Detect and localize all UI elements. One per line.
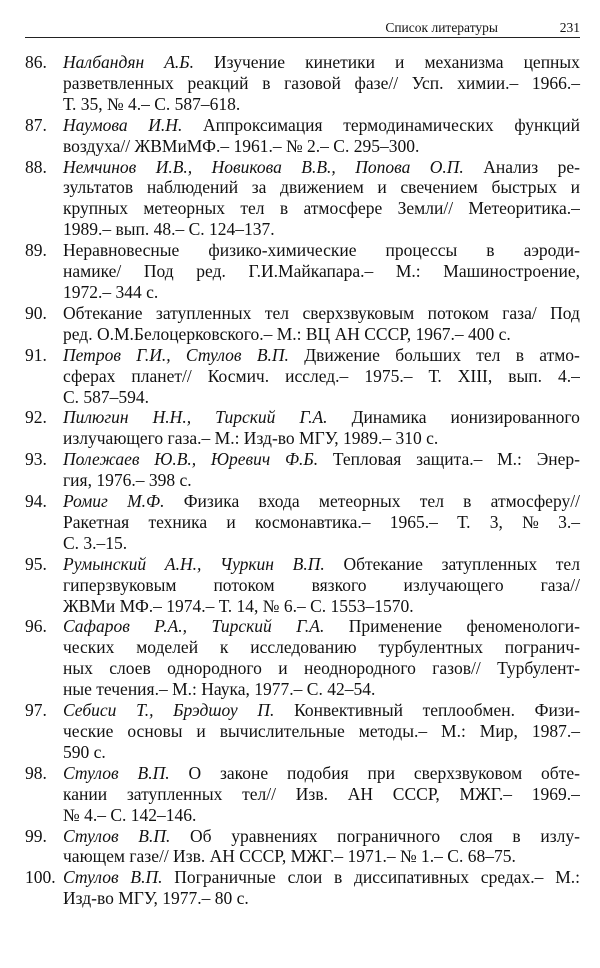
entry-number: 86.	[25, 52, 47, 72]
entry-word: законе	[219, 762, 269, 783]
entry-word: и	[196, 721, 206, 741]
entry-text: С. 587–594.	[63, 386, 150, 407]
entry-word: в	[515, 344, 524, 365]
entry-word: Динамика	[351, 407, 427, 428]
entry-word: теплообмен.	[422, 700, 515, 721]
entry-word: излучающего	[403, 574, 504, 595]
entry-number: 98.	[25, 762, 47, 783]
entry-word: и	[570, 177, 580, 198]
entry-author-word: И.Н.	[148, 114, 183, 135]
entry-number: 87.	[25, 114, 47, 135]
entry-word: потоком	[427, 302, 489, 323]
entry-line	[63, 826, 580, 847]
entry-number: 95.	[25, 553, 47, 574]
entry-word: газовой	[284, 72, 341, 93]
entry-word: свечением	[400, 177, 478, 198]
entry-number: 90.	[25, 302, 47, 323]
entry-word: средах.–	[480, 867, 544, 888]
entry-word: Т.	[428, 365, 442, 386]
entry-line	[63, 157, 580, 178]
entry-line	[63, 554, 580, 575]
entry-word: Усп.	[411, 72, 444, 93]
entry-text: 1989.– вып. 48.– С. 124–137.	[63, 219, 275, 240]
entry-word: М.:	[497, 449, 522, 470]
bibliography-entry	[25, 345, 580, 408]
entry-word: и	[278, 658, 288, 679]
entry-word: затупленных	[155, 302, 252, 323]
entry-word: Конвективный	[294, 700, 403, 721]
entry-line	[63, 177, 580, 198]
entry-word: зультатов	[63, 177, 134, 198]
bibliography-entry	[25, 303, 580, 345]
entry-word: подобия	[287, 762, 349, 783]
entry-author-word: Ю.В.,	[154, 449, 197, 470]
entry-text: излучающего газа.– М.: Изд-во МГУ, 1989.– 310 с.	[63, 428, 439, 449]
entry-author-word: О.П.	[429, 156, 464, 177]
entry-author-word: А.Н.,	[164, 553, 202, 574]
entry-word: 1965.–	[389, 511, 438, 532]
entry-word: тел//	[242, 783, 277, 804]
entry-line	[63, 73, 580, 94]
entry-author-word: Полежаев	[63, 449, 140, 470]
entry-line	[63, 721, 580, 742]
bibliography-entry	[25, 700, 580, 763]
entry-word: турбулентных	[378, 637, 483, 658]
bibliography-entry	[25, 115, 580, 157]
entry-text: 590 с.	[63, 741, 106, 762]
entry-word: 1987.–	[531, 721, 580, 741]
entry-word: обте-	[541, 762, 580, 783]
entry-author-word: Стулов	[63, 825, 119, 846]
entry-line	[63, 219, 580, 240]
entry-word: XIII,	[457, 365, 493, 386]
entry-author-word: В.П.	[256, 344, 289, 365]
entry-author-word: Ф.Б.	[284, 449, 319, 470]
entry-author-word: Чуркин	[220, 553, 274, 574]
entry-author-word: Налбандян	[63, 52, 145, 72]
entry-author-word: Тирский	[211, 616, 272, 637]
entry-line	[63, 324, 580, 345]
entry-line	[63, 52, 580, 73]
entry-word: Ракетная	[63, 511, 130, 532]
entry-word: 3.–	[558, 511, 580, 532]
entry-word: кании	[63, 783, 108, 804]
entry-number: 97.	[25, 700, 47, 721]
entry-author-word: Немчинов	[63, 156, 137, 177]
entry-line	[63, 846, 580, 867]
entry-word: функций	[514, 114, 580, 135]
entry-author-word: В.П.	[137, 762, 170, 783]
entry-word: тел	[555, 553, 580, 574]
entry-word: разветвленных	[63, 72, 174, 93]
entry-word: гиперзвуковым	[63, 574, 177, 595]
entry-word: атмосфере	[303, 198, 383, 219]
entry-word: ческих	[63, 637, 115, 658]
entry-number: 94.	[25, 491, 47, 512]
entry-word: в	[512, 825, 521, 846]
entry-number: 88.	[25, 156, 47, 177]
entry-word: Движение	[304, 344, 380, 365]
bibliography-entry	[25, 157, 580, 241]
entry-word: больших	[395, 344, 461, 365]
entry-word: Энер-	[536, 449, 580, 470]
entry-word: вычислительные	[219, 721, 345, 741]
entry-word: Анализ	[483, 156, 539, 177]
entry-author-word: Пилюгин	[63, 407, 129, 428]
entry-word: Аппроксимация	[202, 114, 323, 135]
entry-word: процессы	[385, 240, 458, 261]
entry-word: М.:	[395, 261, 421, 282]
entry-word: Пограничные	[174, 867, 276, 888]
entry-word: феноменологи-	[466, 616, 580, 637]
entry-word: О	[188, 762, 202, 783]
entry-author-word: Стулов	[63, 867, 119, 888]
entry-line	[63, 407, 580, 428]
entry-text: С. 3.–15.	[63, 532, 128, 553]
entry-word: затупленных	[126, 783, 223, 804]
entry-word: и	[226, 511, 236, 532]
entry-author-word: Стулов	[63, 762, 119, 783]
entry-word: Изв.	[295, 783, 328, 804]
entry-word: газа//	[540, 574, 580, 595]
entry-line	[63, 805, 580, 826]
entry-word: Земли//	[397, 198, 454, 219]
entry-word: ред.	[196, 261, 226, 282]
entry-author-word: Г.И.,	[136, 344, 171, 365]
entry-word: исслед.–	[285, 365, 349, 386]
entry-author-word: М.Ф.	[127, 491, 165, 512]
entry-word: ионизированного	[450, 407, 580, 428]
entry-author-word: Н.Н.,	[152, 407, 192, 428]
entry-text: Изд-во МГУ, 1977.– 80 с.	[63, 888, 249, 909]
entry-word: планет//	[131, 365, 192, 386]
bibliography-entry	[25, 491, 580, 554]
bibliography-entry	[25, 554, 580, 617]
entry-word: слои	[287, 867, 323, 888]
entry-word: СССР,	[392, 783, 440, 804]
entry-author-word: А.Б.	[164, 52, 194, 72]
entry-author-word: В.П.	[130, 867, 163, 888]
entry-word: Космич.	[207, 365, 270, 386]
entry-word: атмо-	[539, 344, 580, 365]
entry-word: механизма	[424, 52, 504, 72]
entry-word: газа/	[502, 302, 537, 323]
entry-word: атмосферу//	[490, 491, 580, 512]
entry-word: М.:	[555, 867, 580, 888]
entry-text: чающем газе// Изв. АН СССР, МЖГ.– 1971.– № 1.– С. 68–75.	[63, 846, 516, 867]
entry-word: Об	[190, 825, 212, 846]
entry-word: движением	[280, 177, 364, 198]
entry-text: 1972.– 344 с.	[63, 281, 159, 302]
entry-text: № 4.– С. 142–146.	[63, 804, 197, 825]
entry-author-word: И.В.,	[155, 156, 193, 177]
entry-word: Физика	[183, 491, 240, 512]
entry-word: слоя	[459, 825, 493, 846]
entry-line	[63, 282, 580, 303]
bibliography-list	[25, 52, 580, 909]
entry-word: 1975.–	[364, 365, 413, 386]
entry-word: наблюдений	[146, 177, 239, 198]
entry-word: тел	[240, 198, 265, 219]
entry-word: сверхзвуковым	[302, 302, 415, 323]
entry-word: тел	[476, 344, 501, 365]
entry-number: 100.	[25, 867, 56, 888]
entry-text: гия, 1976.– 398 с.	[63, 470, 192, 491]
entry-author-word: Г.А.	[296, 616, 325, 637]
entry-word: кинетики	[305, 52, 375, 72]
entry-word: Тепловая	[332, 449, 402, 470]
entry-word: крупных	[63, 198, 129, 219]
entry-word: диссипативных	[354, 867, 470, 888]
entry-word: тел	[264, 302, 289, 323]
entry-author-word: Стулов	[185, 344, 242, 365]
entry-line	[63, 763, 580, 784]
entry-line	[63, 449, 580, 470]
entry-word: тел	[419, 491, 444, 512]
entry-number: 93.	[25, 449, 47, 470]
entry-word: Г.И.Майкапара.–	[248, 261, 374, 282]
entry-word: уравнениях	[231, 825, 318, 846]
entry-word: химии.–	[457, 72, 519, 93]
entry-line	[63, 115, 580, 136]
entry-line	[63, 888, 580, 909]
entry-word: излу-	[540, 825, 580, 846]
entry-author-word: Р.А.,	[154, 616, 188, 637]
entry-word: реакций	[187, 72, 249, 93]
entry-word: вязкого	[311, 574, 367, 595]
entry-word: в	[333, 867, 343, 888]
entry-number: 96.	[25, 616, 47, 637]
bibliography-entry	[25, 407, 580, 449]
entry-word: затупленных	[441, 553, 538, 574]
entry-word: 1969.–	[531, 783, 580, 804]
entry-word: в	[463, 491, 472, 512]
entry-line	[63, 867, 580, 888]
entry-word: Под	[143, 261, 174, 282]
entry-author-word: Себиси	[63, 700, 117, 721]
entry-word: пограничного	[337, 825, 441, 846]
entry-text: ные течения.– М.: Наука, 1977.– С. 42–54.	[63, 679, 376, 700]
entry-word: входа	[258, 491, 300, 512]
entry-word: сверхзвуковом	[413, 762, 523, 783]
entry-word: неоднородного	[303, 658, 416, 679]
entry-author-word: Петров	[63, 344, 121, 365]
entry-number: 99.	[25, 825, 47, 846]
entry-word: в	[279, 198, 289, 219]
entry-word: 3,	[489, 511, 503, 532]
entry-line	[63, 303, 580, 324]
entry-line	[63, 136, 580, 157]
entry-word: Турбулент-	[497, 658, 580, 679]
entry-word: однородного	[167, 658, 262, 679]
entry-word: газов//	[432, 658, 481, 679]
entry-author-word: Сафаров	[63, 616, 130, 637]
entry-line	[63, 470, 580, 491]
entry-line	[63, 742, 580, 763]
entry-author-word: Наумова	[63, 114, 128, 135]
entry-line	[63, 533, 580, 554]
entry-line	[63, 679, 580, 700]
entry-word: погранич-	[504, 637, 580, 658]
entry-word: Обтекание	[343, 553, 423, 574]
entry-word: методы.–	[358, 721, 428, 741]
entry-word: Машиностроение,	[443, 261, 580, 282]
entry-line	[63, 94, 580, 115]
entry-word: Применение	[348, 616, 443, 637]
entry-line	[63, 512, 580, 533]
entry-text: воздуха// ЖВМиМФ.– 1961.– № 2.– С. 295–300.	[63, 135, 420, 156]
entry-word: Физи-	[534, 700, 580, 721]
entry-author-word: Попова	[355, 156, 411, 177]
entry-line	[63, 428, 580, 449]
entry-word: Метеоритика.–	[468, 198, 580, 219]
entry-author-word: Юревич	[210, 449, 271, 470]
entry-line	[63, 616, 580, 637]
entry-word: в	[262, 72, 271, 93]
entry-line	[63, 784, 580, 805]
entry-word: к	[219, 637, 229, 658]
entry-word: и	[377, 177, 387, 198]
entry-author-word: Г.А.	[299, 407, 328, 428]
entry-line	[63, 637, 580, 658]
entry-word: при	[367, 762, 395, 783]
entry-word: термодинамических	[343, 114, 494, 135]
entry-word: сферах	[63, 365, 116, 386]
entry-word: космонавтика.–	[255, 511, 371, 532]
entry-number: 89.	[25, 240, 47, 261]
entry-author-word: Тирский	[215, 407, 276, 428]
entry-word: АН	[347, 783, 374, 804]
entry-word: Т.	[457, 511, 471, 532]
page-number: 231	[559, 20, 580, 35]
entry-word: намике/	[63, 261, 122, 282]
entry-number: 91.	[25, 344, 47, 365]
entry-line	[63, 366, 580, 387]
entry-word: вып.	[508, 365, 543, 386]
entry-word: основы	[127, 721, 183, 741]
entry-word: в	[486, 240, 495, 261]
entry-word: исследованию	[250, 637, 357, 658]
entry-word: ре-	[557, 156, 580, 177]
entry-author-word: В.П.	[138, 825, 171, 846]
entry-word: и	[395, 52, 405, 72]
entry-word: 4.–	[558, 365, 580, 386]
entry-author-word: Румынский	[63, 553, 147, 574]
entry-word: М.:	[441, 721, 466, 741]
entry-word: метеорных	[318, 491, 401, 512]
entry-word: цепных	[523, 52, 580, 72]
entry-line	[63, 198, 580, 219]
entry-word: аэроди-	[523, 240, 580, 261]
bibliography-entry	[25, 240, 580, 303]
entry-author-word: П.	[257, 700, 275, 721]
entry-line	[63, 387, 580, 408]
entry-word: потоком	[213, 574, 275, 595]
entry-author-word: В.В.,	[301, 156, 336, 177]
entry-line	[63, 596, 580, 617]
entry-word: защита.–	[416, 449, 483, 470]
entry-word: за	[251, 177, 267, 198]
entry-line	[63, 491, 580, 512]
entry-word: слоев	[109, 658, 151, 679]
entry-word: Под	[550, 302, 580, 323]
entry-author-word: Ромиг	[63, 491, 108, 512]
entry-word: ческие	[63, 721, 114, 741]
entry-word: Неравновесные	[63, 240, 180, 261]
bibliography-entry	[25, 867, 580, 909]
entry-text: ЖВМи МФ.– 1974.– Т. 14, № 6.– С. 1553–1570.	[63, 595, 414, 616]
bibliography-entry	[25, 52, 580, 115]
entry-word: физико-химические	[208, 240, 357, 261]
entry-word: моделей	[136, 637, 199, 658]
entry-line	[63, 345, 580, 366]
entry-author-word: Т.,	[136, 700, 154, 721]
entry-word: фазе//	[354, 72, 399, 93]
bibliography-entry	[25, 763, 580, 826]
entry-word: Изучение	[214, 52, 286, 72]
entry-word: 1966.–	[531, 72, 580, 93]
bibliography-entry	[25, 449, 580, 491]
entry-word: ных	[63, 658, 93, 679]
entry-word: МЖГ.–	[459, 783, 513, 804]
entry-word: Мир,	[479, 721, 518, 741]
bibliography-entry	[25, 616, 580, 700]
bibliography-entry	[25, 826, 580, 868]
entry-word: техника	[148, 511, 208, 532]
entry-line	[63, 700, 580, 721]
entry-word: №	[522, 511, 539, 532]
entry-number: 92.	[25, 407, 47, 428]
entry-author-word: В.П.	[292, 553, 325, 574]
entry-author-word: Брэдшоу	[173, 700, 238, 721]
entry-word: метеорных	[143, 198, 225, 219]
entry-word: быстрых	[491, 177, 557, 198]
entry-word: Обтекание	[63, 302, 143, 323]
entry-text: ред. О.М.Белоцерковского.– М.: ВЦ АН СССР, 1967.– 400 с.	[63, 323, 511, 344]
entry-line	[63, 261, 580, 282]
entry-text: Т. 35, № 4.– С. 587–618.	[63, 93, 241, 114]
entry-author-word: Новикова	[211, 156, 282, 177]
running-header	[25, 18, 580, 38]
entry-line	[63, 658, 580, 679]
entry-line	[63, 240, 580, 261]
running-header-title: Список литературы	[385, 20, 498, 35]
entry-line	[63, 575, 580, 596]
